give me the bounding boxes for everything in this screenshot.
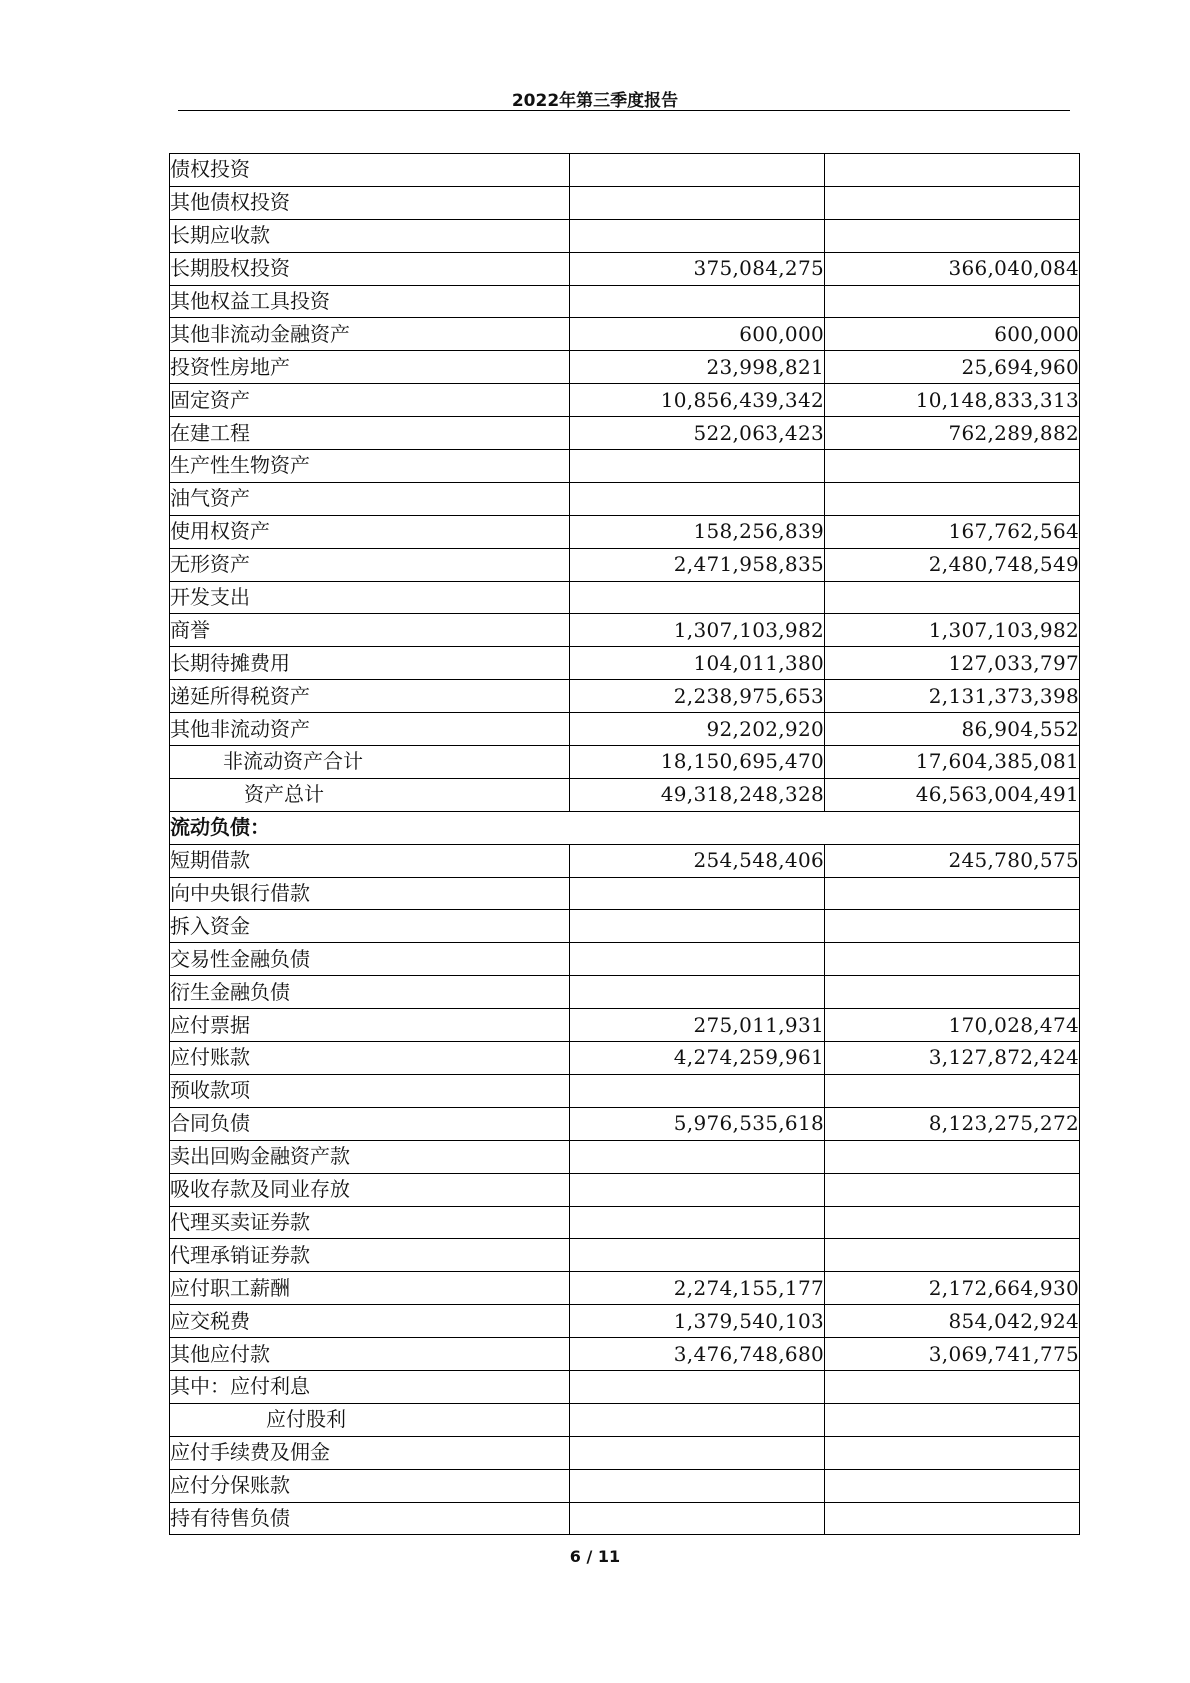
table-row: [170, 548, 1080, 581]
table-row: [170, 482, 1080, 515]
prior-period-value: [825, 581, 1080, 614]
current-period-value: 375,084,275: [570, 252, 825, 285]
row-label: 向中央银行借款: [170, 877, 570, 910]
row-label: 使用权资产: [170, 515, 570, 548]
table-row: [170, 647, 1080, 680]
table-row: [170, 154, 1080, 187]
prior-period-value: [825, 1370, 1080, 1403]
prior-period-value: [825, 1502, 1080, 1535]
row-label: 油气资产: [170, 482, 570, 515]
table-row: [170, 1173, 1080, 1206]
prior-period-value: 854,042,924: [825, 1305, 1080, 1338]
row-label: 无形资产: [170, 548, 570, 581]
row-label: 其他应付款: [170, 1338, 570, 1371]
prior-period-value: [825, 219, 1080, 252]
header-divider: [178, 110, 1070, 111]
prior-period-value: [825, 1173, 1080, 1206]
row-label: 长期待摊费用: [170, 647, 570, 680]
current-period-value: 1,379,540,103: [570, 1305, 825, 1338]
row-label: 代理承销证券款: [170, 1239, 570, 1272]
row-label: 拆入资金: [170, 910, 570, 943]
table-row: [170, 581, 1080, 614]
table-row: [170, 186, 1080, 219]
current-period-value: 4,274,259,961: [570, 1042, 825, 1075]
prior-period-value: 3,069,741,775: [825, 1338, 1080, 1371]
table-row: [170, 778, 1080, 811]
row-label: 应付职工薪酬: [170, 1272, 570, 1305]
table-row: [170, 1436, 1080, 1469]
current-period-value: [570, 1140, 825, 1173]
row-label: 资产总计: [170, 778, 570, 811]
table-row: [170, 1239, 1080, 1272]
row-label: 长期应收款: [170, 219, 570, 252]
prior-period-value: 167,762,564: [825, 515, 1080, 548]
balance-sheet-table: [169, 153, 1080, 1535]
current-period-value: [570, 482, 825, 515]
table-row: [170, 1469, 1080, 1502]
row-label: 短期借款: [170, 844, 570, 877]
row-label: 应付分保账款: [170, 1469, 570, 1502]
row-label: 卖出回购金融资产款: [170, 1140, 570, 1173]
row-label: 吸收存款及同业存放: [170, 1173, 570, 1206]
table-row: [170, 384, 1080, 417]
prior-period-value: 3,127,872,424: [825, 1042, 1080, 1075]
current-period-value: 600,000: [570, 318, 825, 351]
table-row: [170, 318, 1080, 351]
current-period-value: 3,476,748,680: [570, 1338, 825, 1371]
prior-period-value: [825, 1206, 1080, 1239]
current-period-value: 1,307,103,982: [570, 614, 825, 647]
current-period-value: [570, 186, 825, 219]
prior-period-value: 600,000: [825, 318, 1080, 351]
row-label: 应付股利: [170, 1403, 570, 1436]
prior-period-value: [825, 1239, 1080, 1272]
table-row: [170, 1074, 1080, 1107]
prior-period-value: 170,028,474: [825, 1009, 1080, 1042]
current-period-value: 18,150,695,470: [570, 746, 825, 779]
current-period-value: [570, 1403, 825, 1436]
table-row: [170, 1338, 1080, 1371]
row-label: 在建工程: [170, 417, 570, 450]
prior-period-value: [825, 1436, 1080, 1469]
current-period-value: 522,063,423: [570, 417, 825, 450]
prior-period-value: 86,904,552: [825, 713, 1080, 746]
current-period-value: [570, 154, 825, 187]
table-row: [170, 252, 1080, 285]
row-label: 代理买卖证券款: [170, 1206, 570, 1239]
row-label: 其中：应付利息: [170, 1370, 570, 1403]
row-label: 投资性房地产: [170, 351, 570, 384]
prior-period-value: [825, 1074, 1080, 1107]
prior-period-value: [825, 1140, 1080, 1173]
table-row: [170, 417, 1080, 450]
row-label: 应付手续费及佣金: [170, 1436, 570, 1469]
current-period-value: 275,011,931: [570, 1009, 825, 1042]
table-row: [170, 515, 1080, 548]
prior-period-value: [825, 450, 1080, 483]
prior-period-value: 762,289,882: [825, 417, 1080, 450]
row-label: 生产性生物资产: [170, 450, 570, 483]
current-period-value: 254,548,406: [570, 844, 825, 877]
current-period-value: 49,318,248,328: [570, 778, 825, 811]
prior-period-value: [825, 976, 1080, 1009]
prior-period-value: 46,563,004,491: [825, 778, 1080, 811]
current-period-value: 2,471,958,835: [570, 548, 825, 581]
table-row: [170, 844, 1080, 877]
table-row: [170, 1272, 1080, 1305]
row-label: 其他债权投资: [170, 186, 570, 219]
row-label: 商誉: [170, 614, 570, 647]
current-period-value: [570, 450, 825, 483]
row-label: 长期股权投资: [170, 252, 570, 285]
table-row: [170, 450, 1080, 483]
table-row: [170, 614, 1080, 647]
current-period-value: [570, 1239, 825, 1272]
page-number: 6 / 11: [569, 1547, 621, 1566]
current-period-value: [570, 581, 825, 614]
current-period-value: [570, 285, 825, 318]
prior-period-value: [825, 1469, 1080, 1502]
prior-period-value: 1,307,103,982: [825, 614, 1080, 647]
row-label: 其他权益工具投资: [170, 285, 570, 318]
current-period-value: 10,856,439,342: [570, 384, 825, 417]
prior-period-value: [825, 877, 1080, 910]
table-row: [170, 1403, 1080, 1436]
table-row: [170, 1206, 1080, 1239]
current-period-value: 2,274,155,177: [570, 1272, 825, 1305]
current-period-value: [570, 1436, 825, 1469]
current-period-value: [570, 1502, 825, 1535]
row-label: 合同负债: [170, 1107, 570, 1140]
row-label: 固定资产: [170, 384, 570, 417]
prior-period-value: [825, 285, 1080, 318]
current-period-value: [570, 1469, 825, 1502]
page-title: 2022年第三季度报告: [511, 91, 679, 111]
table-row: [170, 1009, 1080, 1042]
table-row: [170, 285, 1080, 318]
current-period-value: [570, 877, 825, 910]
current-period-value: [570, 219, 825, 252]
table-row: [170, 219, 1080, 252]
prior-period-value: [825, 1403, 1080, 1436]
row-label: 应付票据: [170, 1009, 570, 1042]
current-period-value: [570, 976, 825, 1009]
prior-period-value: 25,694,960: [825, 351, 1080, 384]
current-period-value: [570, 1206, 825, 1239]
table-row: [170, 1305, 1080, 1338]
current-period-value: [570, 943, 825, 976]
prior-period-value: [825, 910, 1080, 943]
current-period-value: [570, 910, 825, 943]
row-label: 应交税费: [170, 1305, 570, 1338]
current-period-value: 2,238,975,653: [570, 680, 825, 713]
prior-period-value: 245,780,575: [825, 844, 1080, 877]
row-label: 预收款项: [170, 1074, 570, 1107]
table-row: [170, 976, 1080, 1009]
balance-sheet-body: [170, 154, 1080, 1535]
prior-period-value: 127,033,797: [825, 647, 1080, 680]
current-period-value: 158,256,839: [570, 515, 825, 548]
row-label: 应付账款: [170, 1042, 570, 1075]
prior-period-value: 2,131,373,398: [825, 680, 1080, 713]
prior-period-value: 366,040,084: [825, 252, 1080, 285]
section-heading: 流动负债：: [170, 811, 1080, 844]
table-row: [170, 877, 1080, 910]
table-row: [170, 713, 1080, 746]
prior-period-value: [825, 482, 1080, 515]
row-label: 非流动资产合计: [170, 746, 570, 779]
row-label: 其他非流动金融资产: [170, 318, 570, 351]
current-period-value: 5,976,535,618: [570, 1107, 825, 1140]
row-label: 开发支出: [170, 581, 570, 614]
table-row: [170, 1140, 1080, 1173]
current-period-value: [570, 1074, 825, 1107]
current-period-value: 92,202,920: [570, 713, 825, 746]
table-row: [170, 1107, 1080, 1140]
table-row: [170, 1502, 1080, 1535]
prior-period-value: [825, 186, 1080, 219]
table-row: [170, 351, 1080, 384]
row-label: 其他非流动资产: [170, 713, 570, 746]
prior-period-value: 10,148,833,313: [825, 384, 1080, 417]
current-period-value: [570, 1173, 825, 1206]
row-label: 持有待售负债: [170, 1502, 570, 1535]
row-label: 债权投资: [170, 154, 570, 187]
section-row: [170, 811, 1080, 844]
prior-period-value: 2,172,664,930: [825, 1272, 1080, 1305]
prior-period-value: 2,480,748,549: [825, 548, 1080, 581]
table-row: [170, 746, 1080, 779]
prior-period-value: 17,604,385,081: [825, 746, 1080, 779]
current-period-value: [570, 1370, 825, 1403]
table-row: [170, 943, 1080, 976]
table-row: [170, 1042, 1080, 1075]
prior-period-value: 8,123,275,272: [825, 1107, 1080, 1140]
row-label: 递延所得税资产: [170, 680, 570, 713]
table-row: [170, 680, 1080, 713]
prior-period-value: [825, 154, 1080, 187]
row-label: 交易性金融负债: [170, 943, 570, 976]
prior-period-value: [825, 943, 1080, 976]
current-period-value: 23,998,821: [570, 351, 825, 384]
table-row: [170, 1370, 1080, 1403]
table-row: [170, 910, 1080, 943]
current-period-value: 104,011,380: [570, 647, 825, 680]
row-label: 衍生金融负债: [170, 976, 570, 1009]
